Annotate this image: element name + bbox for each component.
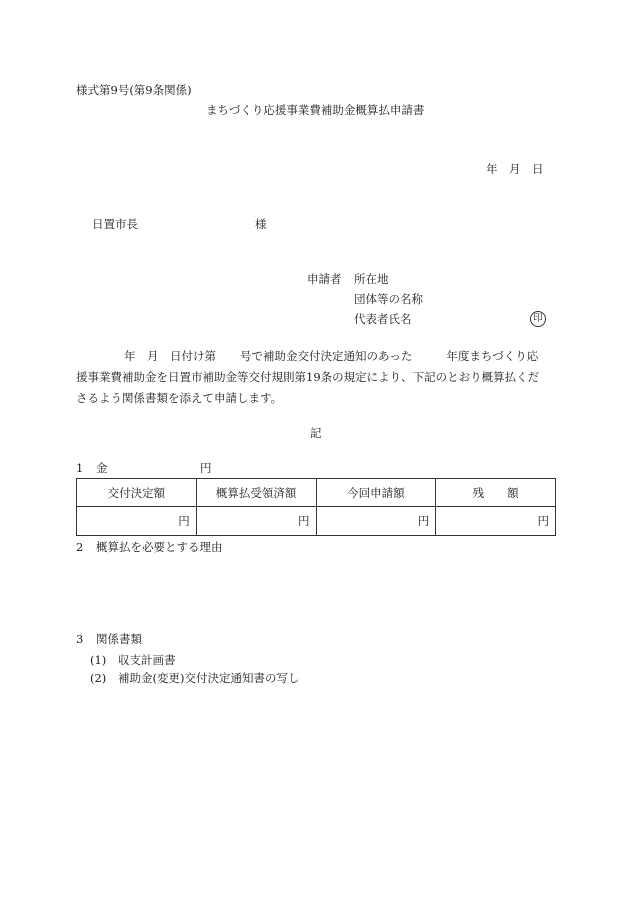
seal-mark: 印 (530, 311, 546, 327)
org-name-label: 団体等の名称 (354, 292, 423, 306)
section1-number: 1 (76, 461, 84, 475)
doc-item-2-text: 補助金(変更)交付決定通知書の写し (118, 671, 300, 685)
section2-number: 2 (76, 540, 84, 554)
cell-current-request: 円 (316, 507, 436, 536)
ki-heading: 記 (310, 426, 322, 440)
header-remaining: 残 額 (436, 479, 556, 507)
section1-label: 金 (96, 461, 108, 475)
header-decided-amount: 交付決定額 (77, 479, 197, 507)
body-line-2: 援事業費補助金を日置市補助金等交付規則第19条の規定により、下記のとおり概算払くだ (76, 370, 540, 384)
cell-received-amount: 円 (196, 507, 316, 536)
body-line-1c: 年度まちづくり応 (446, 349, 539, 363)
body-line-3: さるよう関係書類を添えて申請します。 (76, 391, 283, 405)
address-label: 所在地 (354, 272, 389, 286)
section1-unit: 円 (200, 461, 212, 475)
application-body (76, 346, 560, 409)
date-line: 年 月 日 (486, 162, 544, 176)
grant-amount-table (76, 478, 556, 536)
cell-remaining: 円 (436, 507, 556, 536)
section3-label: 関係書類 (96, 632, 142, 646)
body-line-1a: 年 月 日付け第 (124, 349, 216, 363)
document-title: まちづくり応援事業費補助金概算払申請書 (206, 103, 425, 117)
representative-label: 代表者氏名 (354, 312, 412, 326)
table-header-row (77, 479, 556, 507)
form-number: 様式第9号(第9条関係) (76, 83, 192, 97)
cell-decided-amount: 円 (77, 507, 197, 536)
body-line-1b: 号で補助金交付決定通知のあった (240, 349, 413, 363)
applicant-label: 申請者 (307, 272, 342, 286)
body-line-1 (76, 346, 560, 367)
doc-item-1-text: 収支計画書 (118, 653, 176, 667)
section3-number: 3 (76, 632, 84, 646)
header-received-amount: 概算払受領済額 (196, 479, 316, 507)
addressee-name: 日置市長 (92, 217, 138, 231)
doc-item-1-number: (1) (90, 653, 107, 667)
header-current-request: 今回申請額 (316, 479, 436, 507)
section2-label: 概算払を必要とする理由 (96, 540, 223, 554)
table-value-row (77, 507, 556, 536)
addressee-honorific: 様 (255, 217, 267, 231)
doc-item-2-number: (2) (90, 671, 107, 685)
